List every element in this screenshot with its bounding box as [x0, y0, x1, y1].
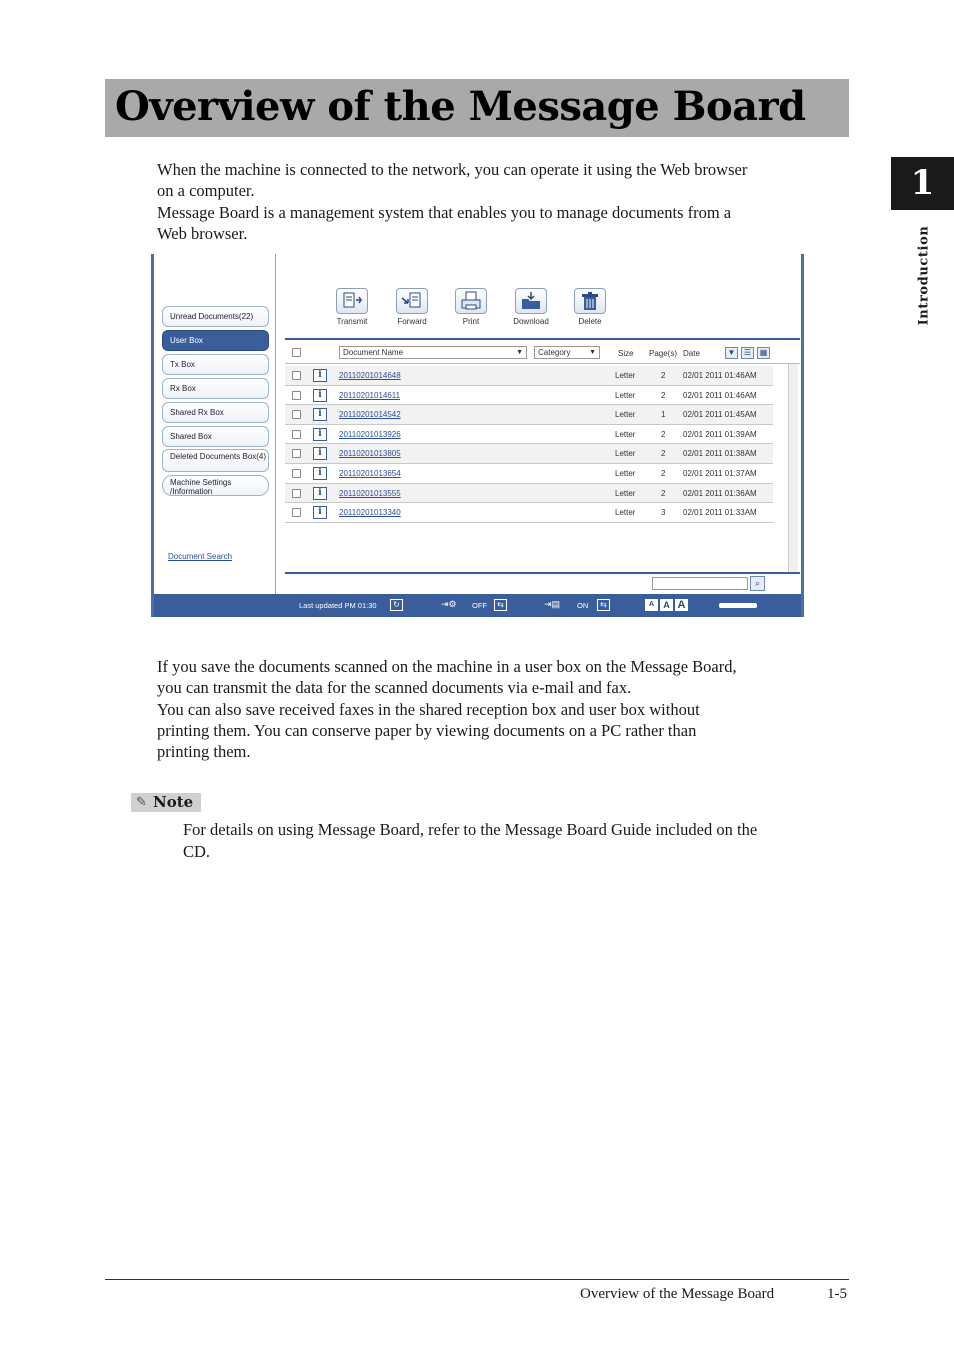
- note-line: For details on using Message Board, refer to the Message Board Guide included on the: [183, 820, 758, 839]
- row-checkbox[interactable]: [292, 449, 301, 458]
- body-line: printing them.: [157, 742, 251, 762]
- sidebar-item-tx-box[interactable]: Tx Box: [162, 354, 269, 375]
- download-icon: [515, 288, 547, 314]
- document-date: 02/01 2011 01:33AM: [683, 508, 757, 518]
- document-size: Letter: [615, 390, 636, 400]
- sidebar-item-user-box[interactable]: User Box: [162, 330, 269, 351]
- select-all-checkbox[interactable]: [292, 348, 301, 357]
- font-large-button[interactable]: A: [675, 599, 688, 611]
- off-status: OFF: [472, 601, 487, 610]
- document-date: 02/01 2011 01:36AM: [683, 488, 757, 498]
- info-icon[interactable]: i: [313, 428, 327, 441]
- intro-line: Message Board is a management system that enables you to manage documents from a: [157, 202, 732, 222]
- document-name-link[interactable]: 20110201013926: [339, 429, 401, 439]
- auto-transfer-icon: ⇥▤: [544, 599, 561, 609]
- info-icon[interactable]: i: [313, 506, 327, 519]
- note-text: [183, 819, 863, 862]
- list-header: [285, 342, 800, 364]
- sidebar-item-rx-box[interactable]: Rx Box: [162, 378, 269, 399]
- row-checkbox[interactable]: [292, 391, 301, 400]
- list-footer-divider: [285, 572, 800, 574]
- document-name-link[interactable]: 20110201013340: [339, 508, 401, 518]
- document-name-link[interactable]: 20110201014648: [339, 371, 401, 380]
- body-line: you can transmit the data for the scanned documents via e-mail and fax.: [157, 678, 632, 698]
- on-status: ON: [577, 601, 589, 610]
- document-size: Letter: [615, 371, 636, 380]
- toolbar-divider: [285, 338, 800, 340]
- document-size: Letter: [615, 410, 636, 420]
- document-size: Letter: [615, 429, 636, 439]
- search-icon[interactable]: ⌕: [750, 576, 765, 591]
- document-pages: 2: [661, 468, 666, 478]
- info-icon[interactable]: i: [313, 389, 327, 402]
- table-row[interactable]: [285, 366, 773, 386]
- row-checkbox[interactable]: [292, 410, 301, 419]
- table-row[interactable]: [285, 484, 773, 504]
- sidebar-item-deleted-box[interactable]: Deleted Documents Box(4): [162, 449, 269, 472]
- date-column-header[interactable]: Date: [683, 349, 700, 358]
- note-line: CD.: [183, 841, 211, 861]
- toggle-on-icon[interactable]: ⇆: [597, 599, 610, 611]
- document-name-link[interactable]: 20110201013654: [339, 468, 401, 478]
- note-label-text: Note: [153, 793, 194, 811]
- intro-line: When the machine is connected to the network, you can operate it using the Web browser: [157, 160, 748, 179]
- document-size: Letter: [615, 468, 636, 478]
- refresh-icon[interactable]: ↻: [390, 599, 403, 611]
- footer-title: Overview of the Message Board: [580, 1286, 775, 1302]
- page-title: Overview of the Message Board: [115, 83, 806, 130]
- table-row[interactable]: [285, 425, 773, 445]
- row-checkbox[interactable]: [292, 430, 301, 439]
- sidebar: [154, 254, 276, 594]
- sidebar-item-unread[interactable]: Unread Documents(22): [162, 306, 269, 327]
- document-search-link[interactable]: Document Search: [168, 552, 233, 561]
- document-pages: 2: [661, 449, 666, 459]
- document-pages: 3: [661, 508, 666, 518]
- sort-select-value: Document Name: [343, 348, 404, 357]
- body-line: You can also save received faxes in the shared reception box and user box without: [157, 699, 700, 719]
- grid-view-icon[interactable]: ▦: [757, 347, 770, 359]
- table-row[interactable]: [285, 503, 773, 523]
- document-date: 02/01 2011 01:46AM: [683, 390, 757, 400]
- chevron-down-icon: ▼: [589, 349, 596, 356]
- document-date: 02/01 2011 01:45AM: [683, 410, 757, 420]
- document-name-link[interactable]: 20110201013555: [339, 488, 401, 498]
- row-checkbox[interactable]: [292, 489, 301, 498]
- title-bar: [105, 79, 849, 137]
- document-size: Letter: [615, 449, 636, 459]
- document-pages: 2: [661, 390, 666, 400]
- intro-line: on a computer.: [157, 181, 255, 201]
- document-date: 02/01 2011 01:46AM: [683, 371, 757, 380]
- pages-column-header[interactable]: Page(s): [649, 349, 678, 358]
- table-row[interactable]: [285, 444, 773, 464]
- transmit-icon: [336, 288, 368, 314]
- category-select-value: Category: [538, 348, 571, 357]
- document-list: [285, 366, 773, 523]
- message-board-screenshot: [151, 254, 804, 617]
- forward-button[interactable]: [387, 288, 437, 326]
- print-label: Print: [462, 317, 480, 326]
- download-label: Download: [513, 317, 549, 326]
- toggle-off-icon[interactable]: ⇆: [494, 599, 507, 611]
- note-label: [131, 793, 201, 812]
- intro-line: Web browser.: [157, 223, 248, 243]
- print-icon: [455, 288, 487, 314]
- size-column-header[interactable]: Size: [618, 349, 634, 358]
- document-pages: 2: [661, 429, 666, 439]
- status-bar: [154, 594, 801, 617]
- document-pages: 2: [661, 371, 666, 380]
- sort-order-icon[interactable]: ▼: [725, 347, 738, 359]
- document-size: Letter: [615, 488, 636, 498]
- document-pages: 2: [661, 488, 666, 498]
- row-checkbox[interactable]: [292, 508, 301, 517]
- table-row[interactable]: [285, 405, 773, 425]
- forward-icon: [396, 288, 428, 314]
- category-select[interactable]: [534, 346, 600, 359]
- document-name-link[interactable]: 20110201013805: [339, 449, 401, 459]
- sidebar-item-shared-rx-box[interactable]: Shared Rx Box: [162, 402, 269, 423]
- search-input[interactable]: [652, 577, 748, 590]
- delete-button[interactable]: [565, 288, 615, 326]
- table-row[interactable]: [285, 464, 773, 484]
- forward-label: Forward: [397, 317, 427, 326]
- document-pages: 1: [661, 410, 666, 420]
- list-view-icon[interactable]: ☰: [741, 347, 754, 359]
- table-row[interactable]: [285, 386, 773, 406]
- transmit-button[interactable]: [327, 288, 377, 326]
- auto-print-icon: ⇥⚙: [441, 599, 457, 609]
- intro-paragraph: [157, 159, 857, 244]
- row-checkbox[interactable]: [292, 469, 301, 478]
- transmit-label: Transmit: [336, 317, 368, 326]
- row-checkbox[interactable]: [292, 371, 301, 380]
- list-scrollbar[interactable]: [788, 364, 798, 572]
- chapter-label: [914, 222, 934, 334]
- document-name-link[interactable]: 20110201014611: [339, 390, 401, 400]
- zoom-slider[interactable]: [719, 603, 757, 608]
- chapter-label-text: Introduction: [916, 225, 932, 326]
- document-date: 02/01 2011 01:37AM: [683, 468, 757, 478]
- info-icon[interactable]: i: [313, 369, 327, 382]
- page-number: 1-5: [827, 1286, 847, 1302]
- document-date: 02/01 2011 01:38AM: [683, 449, 757, 459]
- document-date: 02/01 2011 01:39AM: [683, 429, 757, 439]
- info-icon[interactable]: i: [313, 467, 327, 480]
- print-button[interactable]: [446, 288, 496, 326]
- info-icon[interactable]: i: [313, 408, 327, 421]
- download-button[interactable]: [506, 288, 556, 326]
- body-line: If you save the documents scanned on the machine in a user box on the Message Board,: [157, 657, 737, 676]
- font-medium-button[interactable]: A: [660, 599, 673, 611]
- delete-icon: [574, 288, 606, 314]
- document-name-link[interactable]: 20110201014542: [339, 410, 401, 420]
- document-size: Letter: [615, 508, 636, 518]
- footer-rule: [105, 1279, 849, 1280]
- info-icon[interactable]: i: [313, 447, 327, 460]
- chapter-tab: 1: [891, 157, 954, 210]
- chevron-down-icon: ▼: [516, 349, 523, 356]
- font-small-button[interactable]: A: [645, 599, 658, 611]
- pencil-icon: ✎: [136, 795, 147, 810]
- body-line: printing them. You can conserve paper by viewing documents on a PC rather than: [157, 720, 697, 740]
- sidebar-item-shared-box[interactable]: Shared Box: [162, 426, 269, 447]
- delete-label: Delete: [578, 317, 602, 326]
- info-icon[interactable]: i: [313, 487, 327, 500]
- body-paragraph: [157, 656, 857, 762]
- sort-select[interactable]: [339, 346, 527, 359]
- sidebar-item-machine-settings[interactable]: Machine Settings /Information: [162, 475, 269, 496]
- last-updated-text: Last updated PM 01:30: [299, 601, 377, 610]
